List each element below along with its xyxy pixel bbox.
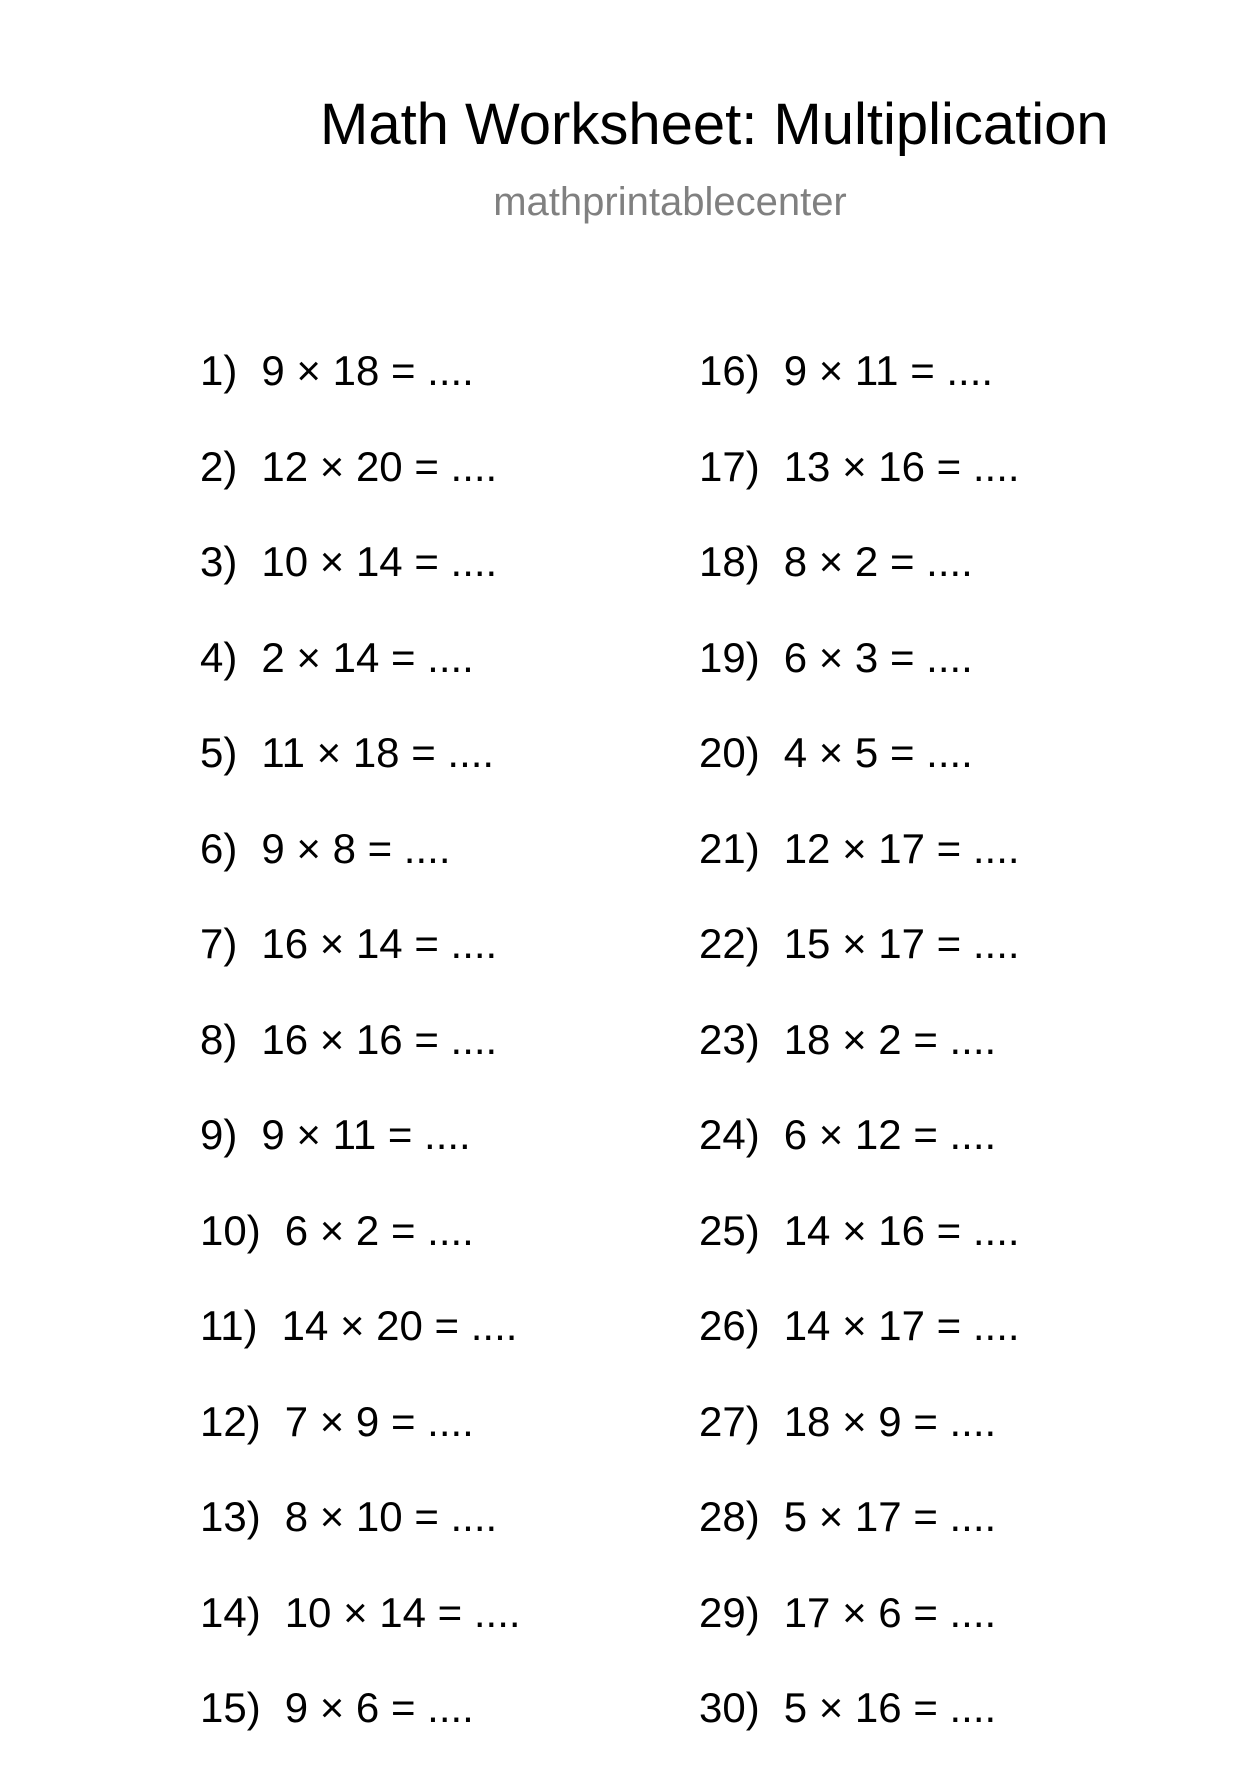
problem-expression: 12 × 20 = .... xyxy=(261,442,498,490)
problem-expression: 18 × 9 = .... xyxy=(783,1397,997,1445)
problem-expression: 5 × 16 = .... xyxy=(783,1684,997,1731)
problem-expression: 8 × 2 = .... xyxy=(783,538,973,585)
problem-expression: 9 × 11 = .... xyxy=(261,1111,471,1158)
problem-expression: 9 × 18 = .... xyxy=(261,347,474,394)
problem-number: 28) xyxy=(699,1493,760,1540)
problem-expression: 13 × 16 = .... xyxy=(783,442,1020,490)
page-title: Math Worksheet: Multiplication xyxy=(320,92,1109,157)
problem-expression: 10 × 14 = .... xyxy=(261,538,498,585)
problem-item xyxy=(699,1111,1020,1210)
problem-item xyxy=(699,824,1020,924)
problem-item xyxy=(200,1111,521,1210)
problem-item xyxy=(200,824,521,924)
problem-item xyxy=(699,1493,1020,1592)
problem-number: 20) xyxy=(699,729,760,776)
problem-item xyxy=(699,442,1020,542)
problem-item xyxy=(200,1493,521,1592)
problem-item xyxy=(699,538,1020,637)
problem-expression: 18 × 2 = .... xyxy=(783,1015,997,1063)
problem-expression: 14 × 16 = .... xyxy=(783,1206,1020,1254)
problem-expression: 9 × 11 = .... xyxy=(783,347,994,394)
problem-number: 14) xyxy=(200,1588,261,1636)
problem-expression: 14 × 17 = .... xyxy=(783,1302,1020,1349)
problem-expression: 15 × 17 = .... xyxy=(783,920,1020,967)
problem-item xyxy=(699,920,1020,1019)
problem-number: 5) xyxy=(200,729,238,776)
problem-item xyxy=(200,442,521,542)
problem-expression: 16 × 16 = .... xyxy=(261,1015,498,1063)
problem-number: 8) xyxy=(200,1015,238,1063)
problem-item xyxy=(699,1397,1020,1497)
problem-item xyxy=(699,1588,1020,1688)
problem-number: 29) xyxy=(699,1588,760,1636)
problem-number: 1) xyxy=(200,347,238,394)
problem-expression: 9 × 6 = .... xyxy=(284,1684,474,1731)
page-subtitle: mathprintablecenter xyxy=(493,180,847,224)
problem-item xyxy=(699,1684,1020,1783)
problem-expression: 17 × 6 = .... xyxy=(783,1588,997,1636)
problem-number: 2) xyxy=(200,442,238,490)
problem-expression: 11 × 18 = .... xyxy=(261,729,495,776)
problem-item xyxy=(200,347,521,446)
problem-number: 30) xyxy=(699,1684,760,1731)
problem-expression: 12 × 17 = .... xyxy=(783,824,1020,872)
problem-item xyxy=(699,347,1020,446)
problem-number: 12) xyxy=(200,1397,261,1445)
problem-expression: 4 × 5 = .... xyxy=(783,729,973,776)
problem-item xyxy=(200,1015,521,1115)
problem-number: 6) xyxy=(200,824,238,872)
problem-expression: 14 × 20 = .... xyxy=(281,1302,518,1349)
problem-item xyxy=(200,729,521,828)
problem-number: 24) xyxy=(699,1111,760,1158)
problem-expression: 8 × 10 = .... xyxy=(284,1493,498,1540)
problem-number: 9) xyxy=(200,1111,238,1158)
problem-expression: 2 × 14 = .... xyxy=(261,633,474,681)
problem-expression: 9 × 8 = .... xyxy=(261,824,451,872)
problem-number: 4) xyxy=(200,633,238,681)
problem-number: 15) xyxy=(200,1684,261,1731)
problem-expression: 7 × 9 = .... xyxy=(284,1397,474,1445)
problem-item xyxy=(699,1302,1020,1401)
problem-item xyxy=(200,1302,521,1401)
problem-expression: 16 × 14 = .... xyxy=(261,920,498,967)
problem-item xyxy=(200,1206,521,1306)
problem-number: 13) xyxy=(200,1493,261,1540)
problem-item xyxy=(200,1397,521,1497)
problem-expression: 5 × 17 = .... xyxy=(783,1493,997,1540)
problem-column-right xyxy=(699,347,1020,1783)
problem-number: 27) xyxy=(699,1397,760,1445)
problem-expression: 6 × 2 = .... xyxy=(284,1206,474,1254)
problem-number: 17) xyxy=(699,442,760,490)
problem-number: 21) xyxy=(699,824,760,872)
problem-number: 16) xyxy=(699,347,760,394)
problem-number: 11) xyxy=(200,1302,258,1349)
problem-number: 23) xyxy=(699,1015,760,1063)
problem-expression: 6 × 12 = .... xyxy=(783,1111,997,1158)
problem-item xyxy=(200,1684,521,1783)
problem-column-left xyxy=(200,347,521,1783)
problem-number: 10) xyxy=(200,1206,261,1254)
problem-item xyxy=(699,729,1020,828)
problem-expression: 10 × 14 = .... xyxy=(284,1588,521,1636)
problem-item xyxy=(200,1588,521,1688)
problem-number: 7) xyxy=(200,920,238,967)
problem-number: 3) xyxy=(200,538,238,585)
problem-item xyxy=(699,633,1020,733)
problem-expression: 6 × 3 = .... xyxy=(783,633,973,681)
problem-item xyxy=(200,538,521,637)
problem-item xyxy=(699,1206,1020,1306)
problem-number: 19) xyxy=(699,633,760,681)
problem-number: 22) xyxy=(699,920,760,967)
problem-number: 25) xyxy=(699,1206,760,1254)
problem-number: 26) xyxy=(699,1302,760,1349)
problem-item xyxy=(699,1015,1020,1115)
problem-item xyxy=(200,920,521,1019)
problem-item xyxy=(200,633,521,733)
problem-number: 18) xyxy=(699,538,760,585)
